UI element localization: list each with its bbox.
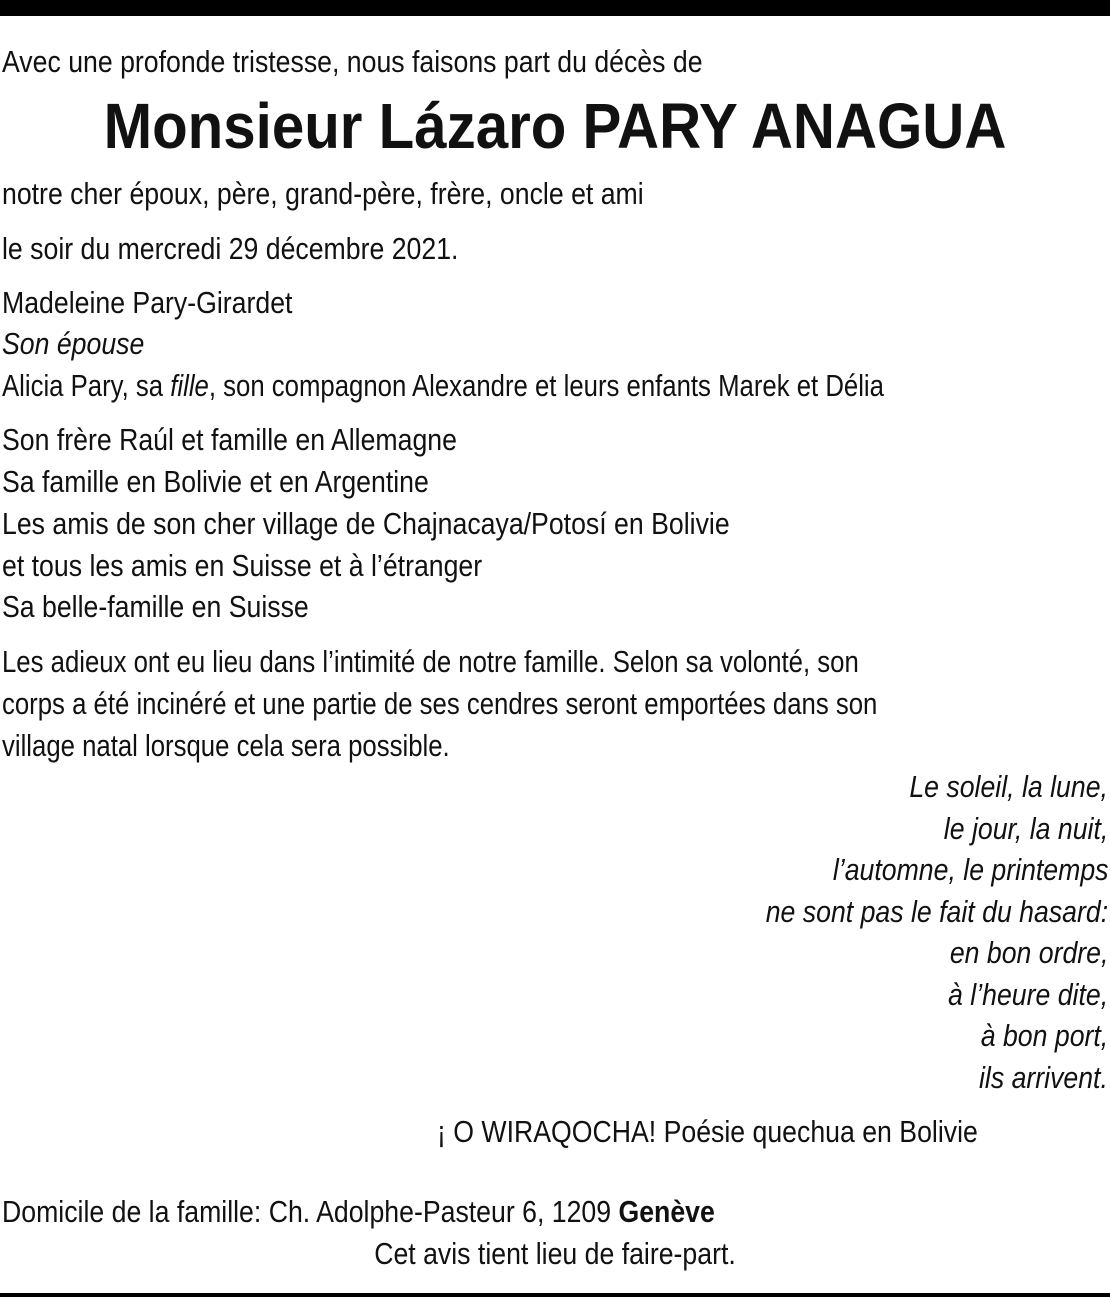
poem-line: Le soleil, la lune, xyxy=(909,769,1108,804)
spouse-role: Son épouse xyxy=(2,326,145,361)
daughter-prefix: Alicia Pary, sa xyxy=(2,368,171,403)
farewell-line: village natal lorsque cela sera possible. xyxy=(2,728,450,763)
address-line xyxy=(2,1192,715,1232)
daughter-suffix: , son compagnon Alexandre et leurs enfants Marek et Délia xyxy=(208,368,884,403)
poem-line: l’automne, le printemps xyxy=(832,852,1108,887)
intro-line: Avec une profonde tristesse, nous faisons part du décès de xyxy=(2,44,703,79)
daughter-line xyxy=(2,366,884,406)
poem-line: le jour, la nuit, xyxy=(943,811,1108,846)
daughter-role: fille xyxy=(170,368,209,403)
top-rule xyxy=(0,0,1110,16)
deceased-name: Monsieur Lázaro PARY ANAGUA xyxy=(103,90,1007,162)
poem-line: ils arrivent. xyxy=(979,1060,1108,1095)
family-line: Sa famille en Bolivie et en Argentine xyxy=(2,464,429,499)
date-line: le soir du mercredi 29 décembre 2021. xyxy=(2,231,459,266)
address-text: Domicile de la famille: Ch. Adolphe-Pasteur 6, 1209 xyxy=(2,1194,619,1229)
poem-line: ne sont pas le fait du hasard: xyxy=(765,894,1108,929)
family-line: Son frère Raúl et famille en Allemagne xyxy=(2,422,457,457)
family-line: Les amis de son cher village de Chajnacaya/Potosí en Bolivie xyxy=(2,506,730,541)
spouse-name: Madeleine Pary-Girardet xyxy=(2,285,293,320)
address-city: Genève xyxy=(618,1194,715,1229)
farewell-line: Les adieux ont eu lieu dans l’intimité de notre famille. Selon sa volonté, son xyxy=(2,644,859,679)
farewell-line: corps a été incinéré et une partie de ses cendres seront emportées dans son xyxy=(2,686,878,721)
poem-line: à l’heure dite, xyxy=(947,977,1108,1012)
relation-line: notre cher époux, père, grand-père, frère, oncle et ami xyxy=(2,176,644,211)
poem-source: ¡ O WIRAQOCHA! Poésie quechua en Bolivie xyxy=(437,1114,978,1149)
family-line: Sa belle-famille en Suisse xyxy=(2,589,309,624)
bottom-rule xyxy=(0,1293,1110,1297)
poem-line: en bon ordre, xyxy=(949,935,1108,970)
family-line: et tous les amis en Suisse et à l’étranger xyxy=(2,548,483,583)
closing-note: Cet avis tient lieu de faire-part. xyxy=(374,1236,736,1271)
poem-line: à bon port, xyxy=(980,1018,1108,1053)
